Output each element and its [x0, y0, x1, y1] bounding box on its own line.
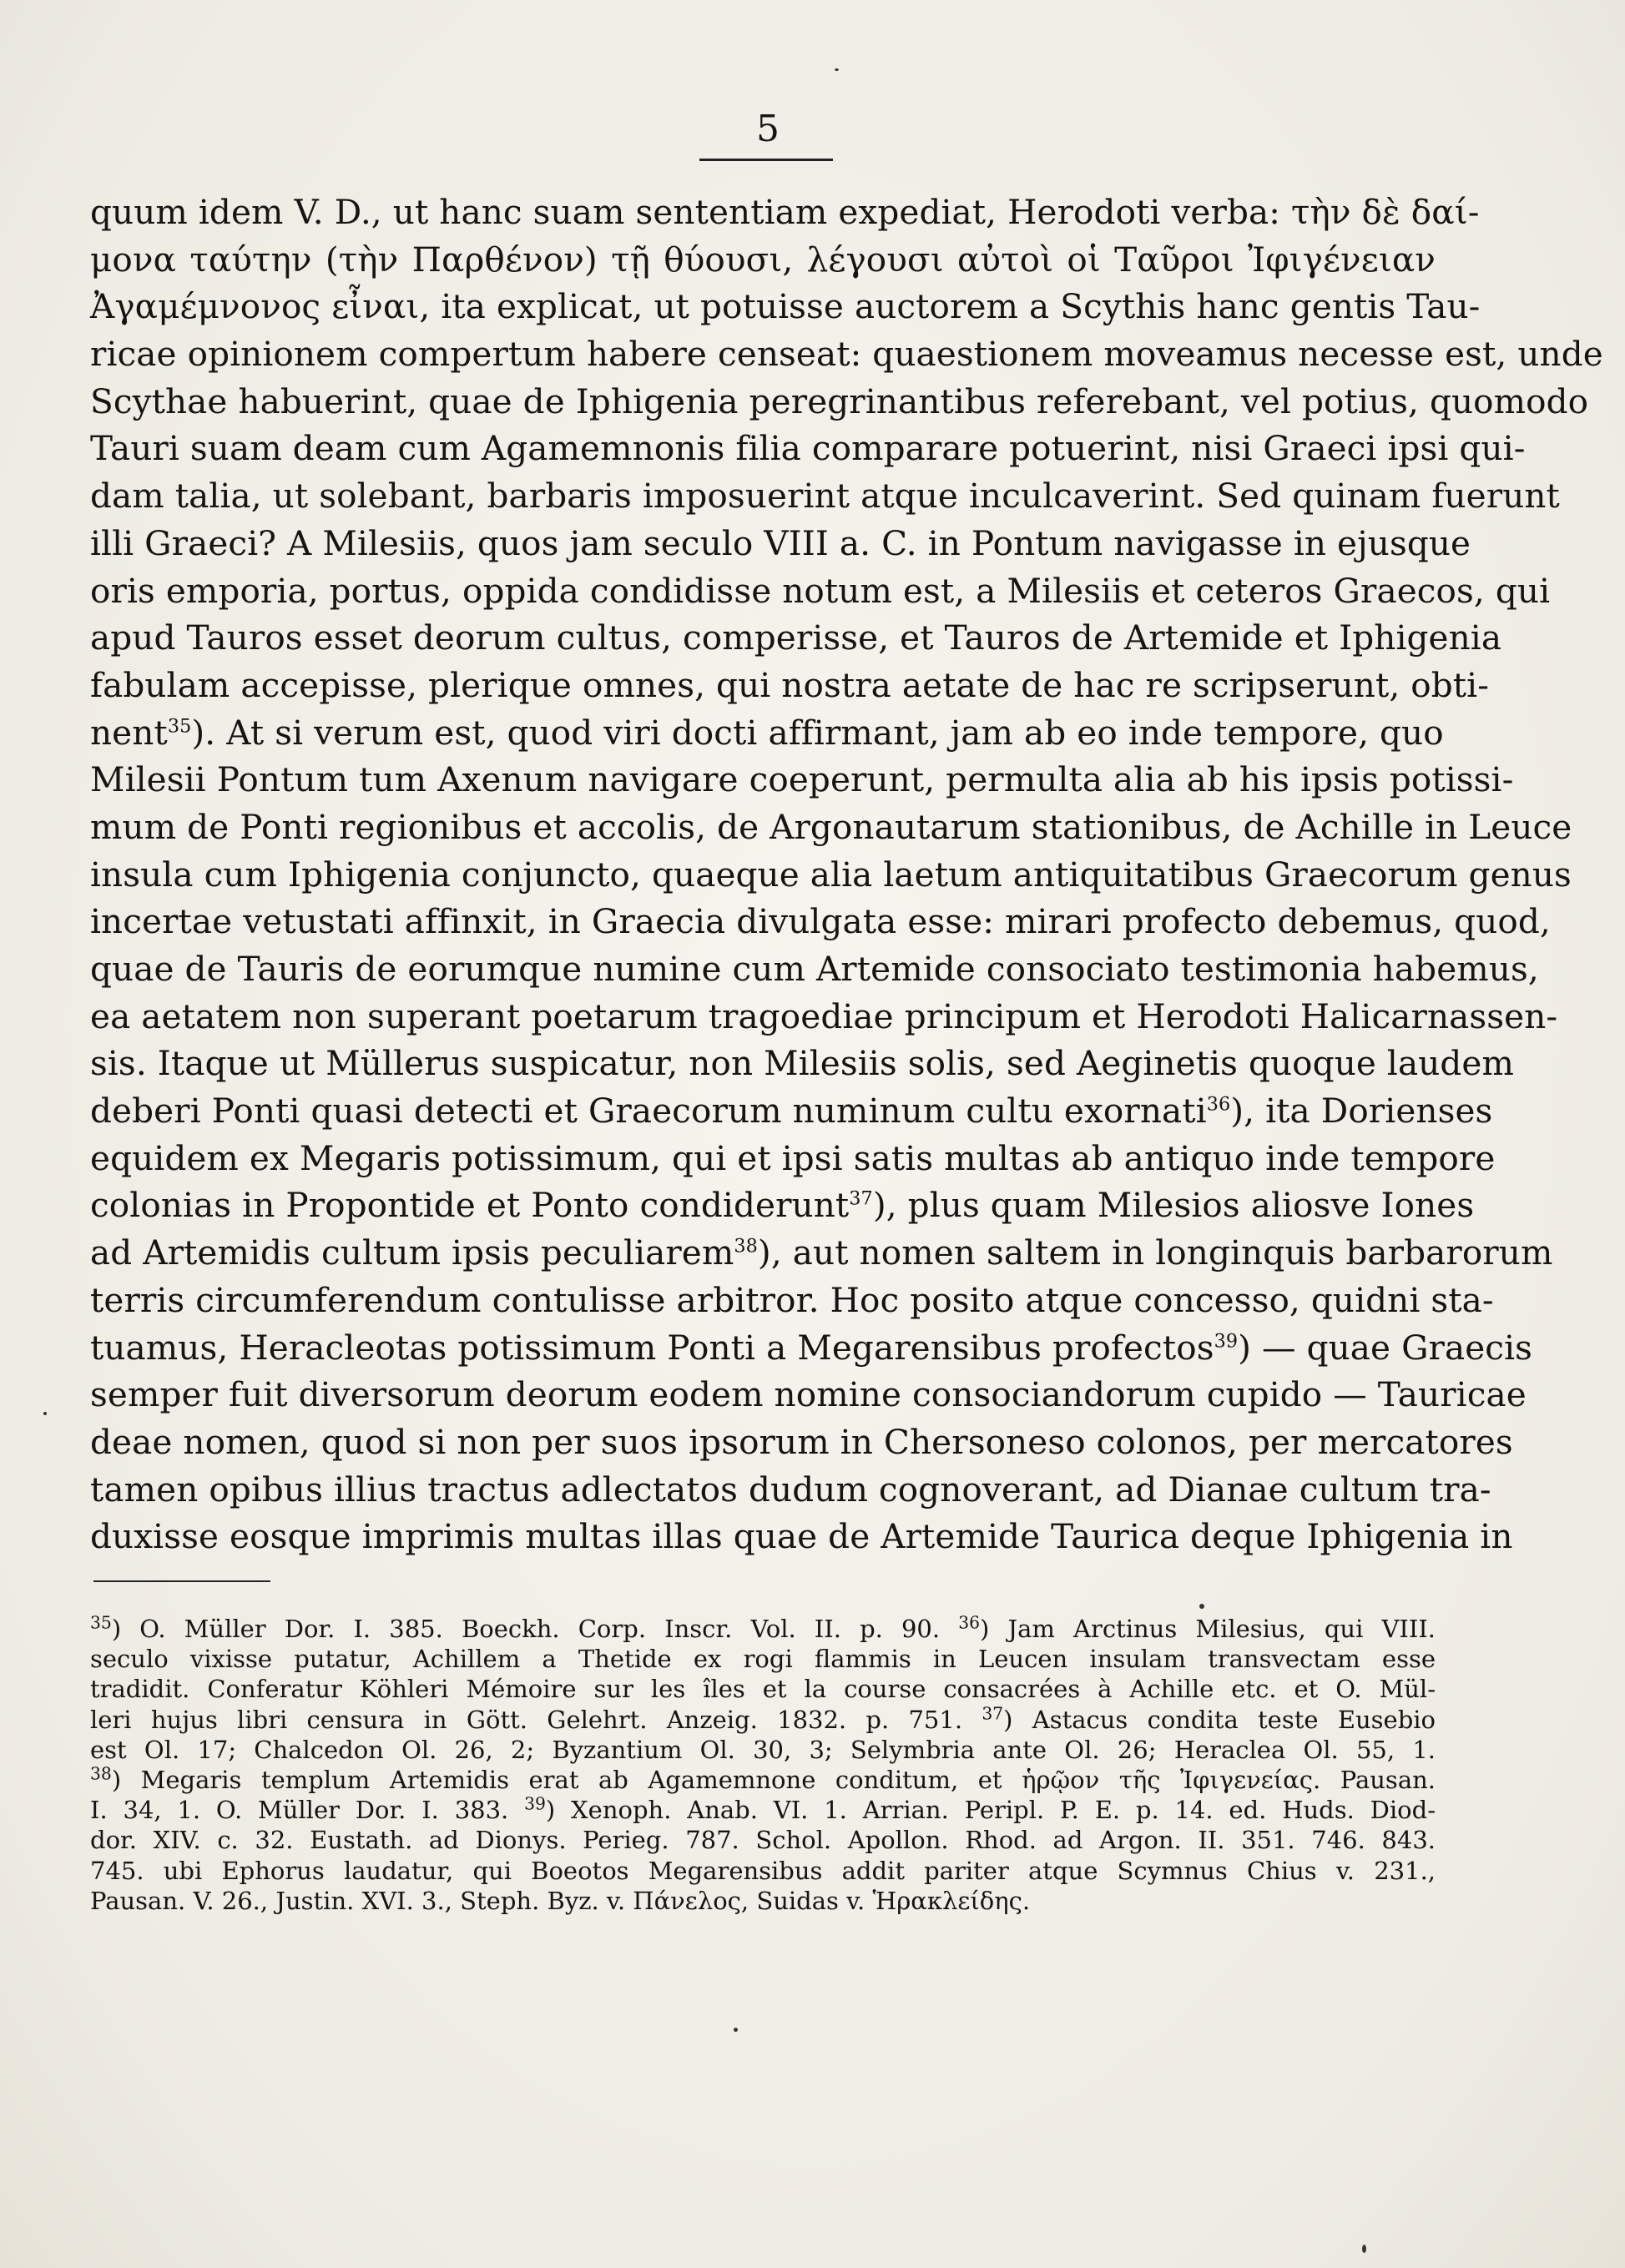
text-line [90, 378, 1589, 426]
footnote-reference: 35 [167, 715, 192, 738]
page-number: 5 [756, 108, 780, 150]
text-line [90, 1466, 1491, 1514]
scan-speck [1199, 1604, 1204, 1609]
text-segment: Milesii Pontum tum Axenum navigare coeperunt, permulta alia ab his ipsis potissi- [90, 759, 1514, 800]
text-segment: apud Tauros esset deorum cultus, comperisse, et Tauros de Artemide et Iphigenia [90, 617, 1502, 658]
text-segment: semper fuit diversorum deorum eodem nomine consociandorum cupido — Tauricae [90, 1374, 1527, 1415]
text-line [90, 1324, 1533, 1372]
scan-speck [734, 2028, 738, 2032]
footnote-line [90, 1644, 1436, 1674]
text-line [90, 520, 1471, 567]
text-segment: oris emporia, portus, oppida condidisse notum est, a Milesiis et ceteros Graecos, qui [90, 570, 1551, 611]
page-number-rule [699, 159, 833, 161]
scan-speck [835, 68, 839, 71]
text-segment: deberi Ponti quasi detecti et Graecorum numinum cultu exornati [90, 1091, 1207, 1131]
footnote-text: ) Astacus condita teste Eusebio [1003, 1705, 1436, 1734]
text-segment: ), plus quam Milesios aliosve Iones [872, 1185, 1475, 1226]
text-segment: quae de Tauris de eorumque numine cum Artemide consociato testimonia habemus, [90, 949, 1539, 989]
text-line [90, 1513, 1513, 1560]
footnote-line [90, 1735, 1436, 1765]
text-segment: nent [90, 712, 168, 753]
text-segment: ). At si verum est, quod viri docti affirmant, jam ab eo inde tempore, quo [191, 712, 1444, 753]
main-text [90, 189, 1603, 1560]
text-line [90, 804, 1572, 851]
text-line [90, 1040, 1514, 1087]
footnote-line [90, 1765, 1436, 1795]
text-line [90, 330, 1603, 378]
text-segment: fabulam accepisse, plerique omnes, qui nostra aetate de hac re scripserunt, obti- [90, 664, 1490, 705]
text-line [90, 1277, 1494, 1324]
text-line [90, 425, 1526, 472]
text-segment: ), aut nomen saltem in longinquis barbarorum [757, 1232, 1553, 1273]
footnote-text: tradidit. Conferatur Köhleri Mémoire sur les îles et la course consacrées à Achille etc. et O. Mül- [90, 1675, 1436, 1704]
text-segment: ad Artemidis cultum ipsis peculiarem [90, 1232, 734, 1273]
text-segment: equidem ex Megaris potissimum, qui et ipsi satis multas ab antiquo inde tempore [90, 1137, 1496, 1178]
text-segment: dam talia, ut solebant, barbaris imposuerint atque inculcaverint. Sed quinam fuerunt [90, 476, 1560, 517]
text-segment: incertae vetustati affinxit, in Graecia divulgata esse: mirari profecto debemus, quod, [90, 901, 1551, 942]
footnote-number: 36 [958, 1612, 981, 1633]
text-segment: sis. Itaque ut Müllerus suspicatur, non Milesiis solis, sed Aeginetis quoque laudem [90, 1043, 1514, 1084]
footnote-text: Pausan. V. 26., Justin. XVI. 3., Steph. Byz. v. Πάνελος, Suidas v. Ἡρακλείδης. [90, 1886, 1031, 1915]
text-segment: quum idem V. D., ut hanc suam sententiam expediat, Herodoti verba: τὴν δὲ δαί- [90, 192, 1480, 232]
text-segment: mum de Ponti regionibus et accolis, de Argonautarum stationibus, de Achille in Leuce [90, 806, 1572, 847]
text-line [90, 567, 1551, 615]
text-segment: duxisse eosque imprimis multas illas quae de Artemide Taurica deque Iphigenia in [90, 1516, 1513, 1557]
scan-speck [1362, 2245, 1366, 2253]
text-segment: colonias in Propontide et Ponto condiderunt [90, 1185, 850, 1226]
text-line [90, 1182, 1475, 1229]
text-segment: ) — quae Graecis [1238, 1327, 1533, 1368]
text-line [90, 472, 1560, 520]
footnote-reference: 38 [734, 1235, 758, 1257]
text-line [90, 189, 1480, 236]
text-segment: insula cum Iphigenia conjuncto, quaeque alia laetum antiquitatibus Graecorum genus [90, 854, 1572, 895]
footnote-reference: 39 [1214, 1330, 1239, 1352]
footnote-number: 37 [982, 1702, 1004, 1723]
text-segment: Ἀγαμέμνονος εἶναι, ita explicat, ut potuisse auctorem a Scythis hanc gentis Tau- [90, 286, 1481, 327]
footnote-reference: 37 [849, 1187, 873, 1210]
footnote-line [90, 1825, 1436, 1855]
footnote-text: ) Xenoph. Anab. VI. 1. Arrian. Peripl. P. E. p. 14. ed. Huds. Diod- [545, 1796, 1436, 1825]
footnote-line [90, 1795, 1436, 1825]
text-segment: tamen opibus illius tractus adlectatos dudum cognoverant, ad Dianae cultum tra- [90, 1469, 1491, 1509]
text-line [90, 614, 1502, 662]
footnotes [90, 1614, 1436, 1916]
text-line [90, 945, 1539, 993]
text-line [90, 1229, 1553, 1277]
footnote-text: I. 34, 1. O. Müller Dor. I. 383. [90, 1796, 525, 1825]
footnote-text: seculo vixisse putatur, Achillem a Thetide ex rogi flammis in Leucen insulam transvectam esse [90, 1645, 1436, 1674]
footnote-number: 38 [90, 1763, 112, 1784]
text-line [90, 709, 1444, 757]
text-segment: deae nomen, quod si non per suos ipsorum in Chersoneso colonos, per mercatores [90, 1421, 1513, 1462]
scan-speck [43, 1412, 47, 1415]
text-line [90, 1419, 1513, 1466]
footnote-line [90, 1614, 1436, 1644]
footnote-line [90, 1702, 1436, 1735]
text-line [90, 756, 1514, 804]
text-segment: Tauri suam deam cum Agamemnonis filia comparare potuerint, nisi Graeci ipsi qui- [90, 428, 1526, 469]
footnote-line [90, 1674, 1436, 1704]
footnote-number: 39 [524, 1793, 546, 1814]
text-segment: terris circumferendum contulisse arbitror. Hoc posito atque concesso, quidni sta- [90, 1279, 1494, 1320]
footnote-text: leri hujus libri censura in Gött. Gelehrt. Anzeig. 1832. p. 751. [90, 1705, 982, 1734]
footnote-number: 35 [90, 1612, 112, 1633]
text-line [90, 993, 1558, 1041]
footnote-text: ) Jam Arctinus Milesius, qui VIII. [980, 1615, 1436, 1643]
footnote-line [90, 1886, 1436, 1916]
text-segment: illi Graeci? A Milesiis, quos jam seculo VIII a. C. in Pontum navigasse in ejusque [90, 522, 1471, 563]
text-line [90, 236, 1436, 284]
text-line [90, 1135, 1496, 1182]
footnote-text: ) Megaris templum Artemidis erat ab Agamemnone conditum, et ἡρῷον τῆς Ἰφιγενείας. Pausan. [111, 1765, 1436, 1794]
text-segment: ricae opinionem compertum habere censeat: quaestionem moveamus necesse est, unde [90, 334, 1603, 375]
footnote-line [90, 1856, 1436, 1886]
text-segment: μονα ταύτην (τὴν Παρθένον) τῇ θύουσι, λέγουσι αὐτοὶ οἱ Ταῦροι Ἰφιγένειαν [90, 239, 1436, 280]
footnote-text: ) O. Müller Dor. I. 385. Boeckh. Corp. Inscr. Vol. II. p. 90. [111, 1615, 959, 1643]
footnote-text: dor. XIV. c. 32. Eustath. ad Dionys. Perieg. 787. Schol. Apollon. Rhod. ad Argon. II. 351. 746. 843. [90, 1826, 1436, 1855]
text-segment: Scythae habuerint, quae de Iphigenia peregrinantibus referebant, vel potius, quomodo [90, 381, 1589, 421]
footnote-separator [93, 1580, 270, 1582]
footnote-text: est Ol. 17; Chalcedon Ol. 26, 2; Byzantium Ol. 30, 3; Selymbria ante Ol. 26; Heraclea Ol. 55, 1. [90, 1735, 1436, 1764]
footnote-reference: 36 [1206, 1093, 1231, 1116]
text-line [90, 1371, 1527, 1419]
text-line [90, 851, 1572, 899]
text-segment: ), ita Dorienses [1230, 1091, 1493, 1131]
text-segment: ea aetatem non superant poetarum tragoediae principum et Herodoti Halicarnassen- [90, 995, 1558, 1036]
text-line [90, 1087, 1493, 1135]
text-line [90, 898, 1551, 945]
text-line [90, 283, 1481, 330]
footnote-text: 745. ubi Ephorus laudatur, qui Boeotos Megarensibus addit pariter atque Scymnus Chius v. 231., [90, 1856, 1436, 1885]
text-line [90, 662, 1490, 709]
text-segment: tuamus, Heracleotas potissimum Ponti a Megarensibus profectos [90, 1327, 1214, 1368]
